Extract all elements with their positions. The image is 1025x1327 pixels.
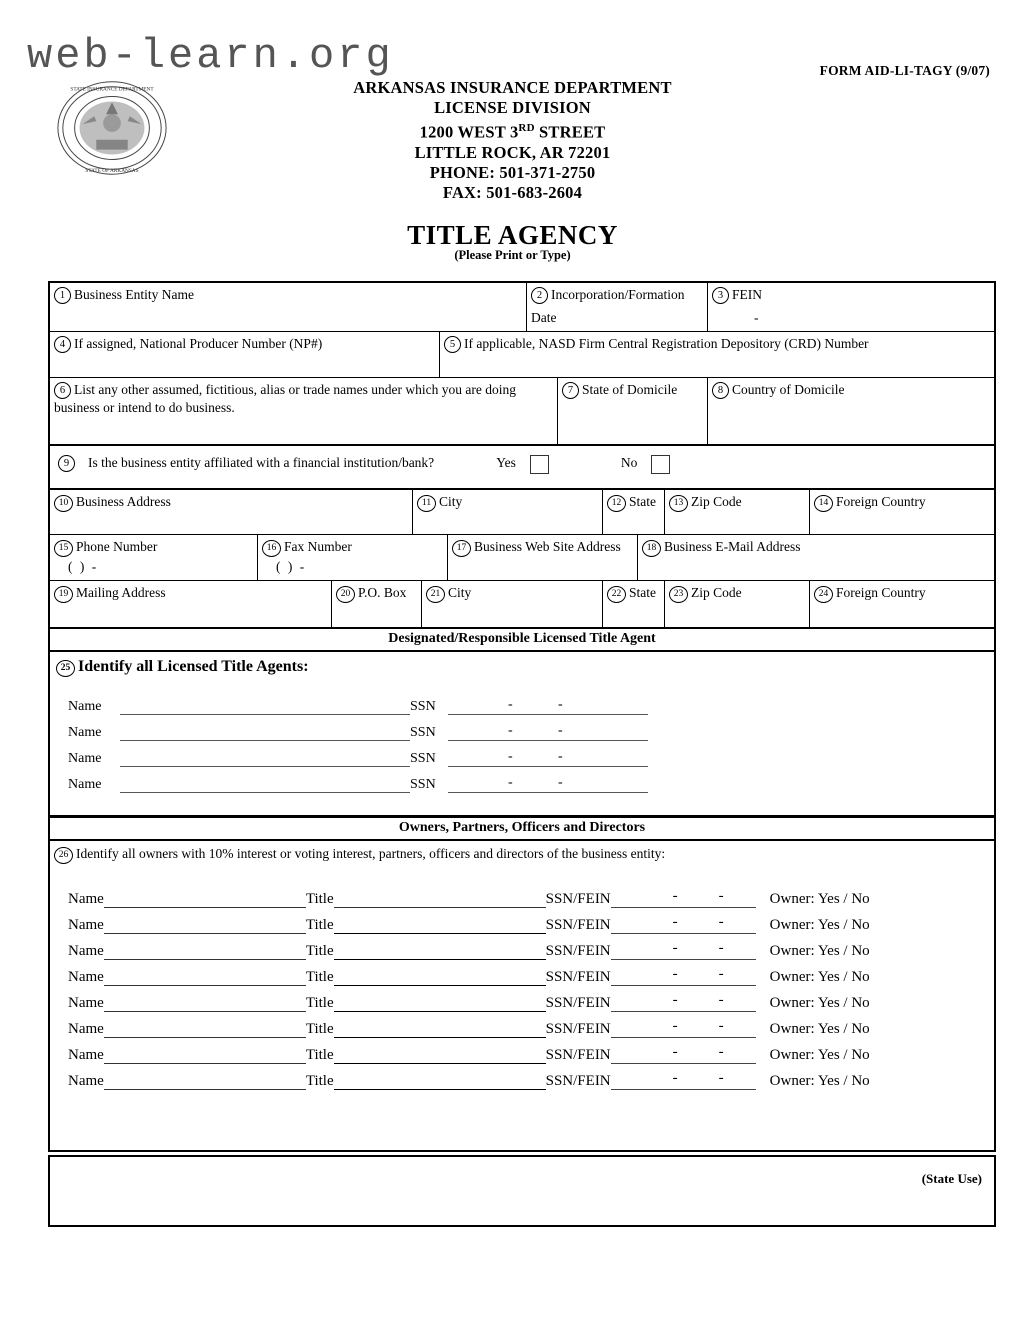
field-state-of-domicile[interactable] (558, 378, 708, 444)
owner-title-input[interactable] (334, 918, 546, 934)
name-label: Name (68, 891, 104, 907)
owner-ssnfein-input[interactable] (611, 888, 756, 908)
field-mailing-city[interactable] (422, 581, 603, 627)
field-label: List any other assumed, fictitious, alias or trade names under which you are doing (74, 382, 517, 397)
field-label: Business Entity Name (74, 287, 194, 302)
owner-title-input[interactable] (334, 944, 546, 960)
owner-row (68, 908, 994, 934)
field-mailing-foreign-country[interactable] (810, 581, 994, 627)
owner-title-input[interactable] (334, 970, 546, 986)
field-country-of-domicile[interactable] (708, 378, 994, 444)
field-assumed-trade-names[interactable] (50, 378, 558, 444)
field-number-11: 11 (417, 495, 436, 512)
owner-rows (50, 866, 994, 1150)
title-label: Title (305, 1021, 334, 1037)
agent-name-input[interactable] (120, 752, 410, 767)
name-label: Name (68, 1073, 104, 1089)
no-checkbox[interactable] (651, 455, 670, 474)
ssnfein-dash-2: - (718, 1044, 724, 1060)
field-number-15: 15 (54, 540, 73, 557)
owner-yesno-label[interactable]: Owner: Yes / No (769, 1073, 870, 1089)
agent-row (68, 767, 994, 793)
ssnfein-label: SSN/FEIN (545, 917, 611, 933)
field-label-2: business or intend to do business. (54, 400, 235, 415)
page-title: TITLE AGENCY (407, 220, 618, 250)
field-label: State (629, 585, 656, 600)
field-number-16: 16 (262, 540, 281, 557)
owner-name-input[interactable] (104, 892, 306, 908)
field-label: State of Domicile (582, 382, 678, 397)
svg-text:STATE INSURANCE DEPARTMENT: STATE INSURANCE DEPARTMENT (70, 86, 154, 93)
ssnfein-label: SSN/FEIN (545, 1047, 611, 1063)
owner-row (68, 934, 994, 960)
field-label: If assigned, National Producer Number (NP#) (74, 336, 323, 351)
field-label: Phone Number (76, 539, 158, 554)
ssn-label: SSN (410, 699, 436, 714)
field-number-14: 14 (814, 495, 833, 512)
field-label: P.O. Box (358, 585, 407, 600)
agent-row (68, 715, 994, 741)
field-business-city[interactable] (413, 490, 603, 534)
field-label: If applicable, NASD Firm Central Registration Depository (CRD) Number (464, 336, 869, 351)
ssnfein-dash-1: - (672, 992, 678, 1008)
section-heading-text: Identify all Licensed Title Agents: (78, 658, 309, 675)
field-label: City (439, 494, 463, 509)
ssnfein-dash-1: - (672, 1044, 678, 1060)
ssnfein-label: SSN/FEIN (545, 995, 611, 1011)
field-label: FEIN (732, 287, 762, 302)
ssn-dash-2: - (558, 723, 563, 738)
no-label: No (620, 455, 638, 470)
header-line-department: ARKANSAS INSURANCE DEPARTMENT (353, 78, 672, 97)
form-row-mailing-address (50, 581, 994, 629)
agent-ssn-input[interactable] (448, 723, 648, 741)
field-number-6: 6 (54, 382, 71, 399)
ssnfein-dash-2: - (718, 1018, 724, 1034)
owner-yesno-label[interactable]: Owner: Yes / No (769, 969, 870, 985)
owner-row (68, 882, 994, 908)
form-row-producer-numbers (50, 332, 994, 378)
ssnfein-dash-1: - (672, 940, 678, 956)
title-label: Title (305, 891, 334, 907)
field-label: Business E-Mail Address (664, 539, 801, 554)
svg-text:STATE OF ARKANSAS: STATE OF ARKANSAS (85, 168, 139, 175)
owner-name-input[interactable] (104, 944, 306, 960)
field-business-state[interactable] (603, 490, 665, 534)
agent-name-input[interactable] (120, 778, 410, 793)
field-business-zip[interactable] (665, 490, 810, 534)
field-label: Fax Number (284, 539, 352, 554)
ssnfein-dash-1: - (672, 914, 678, 930)
field-email-address[interactable] (638, 535, 994, 580)
owner-row (68, 986, 994, 1012)
name-label: Name (68, 1047, 104, 1063)
field-business-foreign-country[interactable] (810, 490, 994, 534)
state-use-label: (State Use) (921, 1171, 982, 1186)
field-phone-number[interactable] (50, 535, 258, 580)
field-label: Incorporation/Formation (551, 287, 685, 302)
agent-row (68, 689, 994, 715)
ssn-dash-1: - (508, 749, 513, 764)
field-national-producer-number[interactable] (50, 332, 440, 377)
fax-mask: ( ) - (276, 559, 307, 574)
field-number-13: 13 (669, 495, 688, 512)
field-fax-number[interactable] (258, 535, 448, 580)
field-business-entity-name[interactable] (50, 283, 527, 331)
owner-row (68, 1012, 994, 1038)
field-label: Business Web Site Address (474, 539, 621, 554)
ssnfein-dash-1: - (672, 966, 678, 982)
field-business-address[interactable] (50, 490, 413, 534)
department-header (0, 78, 1025, 203)
field-label: Is the business entity affiliated with a financial institution/bank? (88, 455, 435, 470)
header-line-city: LITTLE ROCK, AR 72201 (414, 142, 611, 162)
section-heading (50, 652, 994, 681)
owner-title-input[interactable] (334, 1048, 546, 1064)
header-line-street: 1200 WEST 3RD STREET (419, 122, 606, 142)
owner-yesno-label[interactable]: Owner: Yes / No (769, 1047, 870, 1063)
ssn-dash-2: - (558, 749, 563, 764)
name-label: Name (68, 969, 104, 985)
form-row-bank-affiliation (50, 446, 994, 490)
section-note-text: Identify all owners with 10% interest or voting interest, partners, officers and directors of the business entity: (76, 846, 666, 861)
field-number-26: 26 (54, 847, 73, 864)
field-label-date: Date (531, 310, 557, 325)
owner-yesno-label[interactable]: Owner: Yes / No (769, 995, 870, 1011)
name-label: Name (68, 751, 102, 766)
field-label: Business Address (76, 494, 171, 509)
owner-name-input[interactable] (104, 996, 306, 1012)
title-label: Title (305, 1047, 334, 1063)
ssnfein-dash-2: - (718, 1070, 724, 1086)
ssn-dash-2: - (558, 697, 563, 712)
yes-checkbox[interactable] (530, 455, 549, 474)
form-number: FORM AID-LI-TAGY (9/07) (819, 63, 990, 78)
agent-ssn-input[interactable] (448, 749, 648, 767)
field-number-21: 21 (426, 586, 445, 603)
field-mailing-address[interactable] (50, 581, 332, 627)
title-label: Title (305, 969, 334, 985)
owner-row (68, 1064, 994, 1090)
ssnfein-label: SSN/FEIN (545, 969, 611, 985)
section-note (50, 841, 994, 866)
name-label: Name (68, 699, 102, 714)
owner-title-input[interactable] (334, 1074, 546, 1090)
owner-ssnfein-input[interactable] (611, 1018, 756, 1038)
section-licensed-title-agents (50, 652, 994, 817)
owner-title-input[interactable] (334, 996, 546, 1012)
field-number-7: 7 (562, 382, 579, 399)
owner-row (68, 960, 994, 986)
agent-name-input[interactable] (120, 700, 410, 715)
ssnfein-dash-1: - (672, 888, 678, 904)
ssn-label: SSN (410, 751, 436, 766)
fein-dash: - (754, 310, 759, 325)
ssnfein-label: SSN/FEIN (545, 891, 611, 907)
field-number-10: 10 (54, 495, 73, 512)
field-website-address[interactable] (448, 535, 638, 580)
title-label: Title (305, 1073, 334, 1089)
owner-row (68, 1038, 994, 1064)
ssn-dash-1: - (508, 723, 513, 738)
agent-row (68, 741, 994, 767)
ssnfein-dash-2: - (718, 992, 724, 1008)
field-number-12: 12 (607, 495, 626, 512)
field-label: City (448, 585, 472, 600)
owner-name-input[interactable] (104, 1022, 306, 1038)
field-fein[interactable] (708, 283, 994, 331)
header-line-fax: FAX: 501-683-2604 (442, 182, 583, 202)
ssnfein-dash-2: - (718, 940, 724, 956)
ssnfein-label: SSN/FEIN (545, 1021, 611, 1037)
field-number-25: 25 (56, 660, 75, 677)
agent-rows (50, 681, 994, 815)
field-number-18: 18 (642, 540, 661, 557)
ssn-dash-1: - (508, 775, 513, 790)
form-row-business-address (50, 490, 994, 535)
field-label: Foreign Country (836, 585, 926, 600)
field-number-2: 2 (531, 287, 548, 304)
ssnfein-dash-1: - (672, 1070, 678, 1086)
field-number-17: 17 (452, 540, 471, 557)
field-po-box[interactable] (332, 581, 422, 627)
owner-title-input[interactable] (334, 892, 546, 908)
title-label: Title (305, 917, 334, 933)
ssn-dash-2: - (558, 775, 563, 790)
field-crd-number[interactable] (440, 332, 994, 377)
ssn-label: SSN (410, 725, 436, 740)
field-label: Country of Domicile (732, 382, 845, 397)
field-number-23: 23 (669, 586, 688, 603)
form-row-contact (50, 535, 994, 581)
field-incorporation-formation-date[interactable] (527, 283, 708, 331)
field-label: Zip Code (691, 585, 742, 600)
field-number-24: 24 (814, 586, 833, 603)
field-label: Foreign Country (836, 494, 926, 509)
owner-ssnfein-input[interactable] (611, 940, 756, 960)
owner-name-input[interactable] (104, 1074, 306, 1090)
section-owners-partners (50, 841, 994, 1152)
name-label: Name (68, 1021, 104, 1037)
owner-title-input[interactable] (334, 1022, 546, 1038)
form-table (48, 281, 996, 1152)
field-label: Mailing Address (76, 585, 166, 600)
field-mailing-state[interactable] (603, 581, 665, 627)
field-number-3: 3 (712, 287, 729, 304)
owner-yesno-label[interactable]: Owner: Yes / No (769, 943, 870, 959)
field-number-8: 8 (712, 382, 729, 399)
ssnfein-dash-1: - (672, 1018, 678, 1034)
agent-ssn-input[interactable] (448, 697, 648, 715)
title-label: Title (305, 943, 334, 959)
name-label: Name (68, 725, 102, 740)
form-row-trade-names (50, 378, 994, 446)
section-banner-owners: Owners, Partners, Officers and Directors (50, 817, 994, 841)
agent-name-input[interactable] (120, 726, 410, 741)
watermark-text: web-learn.org (27, 32, 394, 80)
owner-yesno-label[interactable]: Owner: Yes / No (769, 1021, 870, 1037)
field-number-1: 1 (54, 287, 71, 304)
name-label: Name (68, 995, 104, 1011)
field-number-5: 5 (444, 336, 461, 353)
field-label: Zip Code (691, 494, 742, 509)
owner-ssnfein-input[interactable] (611, 966, 756, 986)
header-line-phone: PHONE: 501-371-2750 (429, 162, 596, 182)
owner-ssnfein-input[interactable] (611, 914, 756, 934)
owner-yesno-label[interactable]: Owner: Yes / No (769, 891, 870, 907)
page-subtitle: (Please Print or Type) (454, 248, 571, 262)
owner-name-input[interactable] (104, 970, 306, 986)
name-label: Name (68, 943, 104, 959)
ssnfein-dash-2: - (718, 888, 724, 904)
ssn-dash-1: - (508, 697, 513, 712)
owner-ssnfein-input[interactable] (611, 1070, 756, 1090)
owner-yesno-label[interactable]: Owner: Yes / No (769, 917, 870, 933)
ssnfein-label: SSN/FEIN (545, 1073, 611, 1089)
agent-ssn-input[interactable] (448, 775, 648, 793)
owner-name-input[interactable] (104, 1048, 306, 1064)
phone-mask: ( ) - (68, 559, 99, 574)
field-number-22: 22 (607, 586, 626, 603)
field-number-20: 20 (336, 586, 355, 603)
form-row-entity (50, 283, 994, 332)
name-label: Name (68, 777, 102, 792)
ssn-label: SSN (410, 777, 436, 792)
header-line-division: LICENSE DIVISION (434, 98, 591, 117)
section-banner-designated-agent: Designated/Responsible Licensed Title Agent (50, 629, 994, 652)
owner-name-input[interactable] (104, 918, 306, 934)
field-number-4: 4 (54, 336, 71, 353)
ssnfein-dash-2: - (718, 966, 724, 982)
field-number-19: 19 (54, 586, 73, 603)
yes-label: Yes (496, 455, 516, 470)
field-bank-affiliation (50, 446, 994, 488)
ssnfein-label: SSN/FEIN (545, 943, 611, 959)
owner-ssnfein-input[interactable] (611, 992, 756, 1012)
field-mailing-zip[interactable] (665, 581, 810, 627)
owner-ssnfein-input[interactable] (611, 1044, 756, 1064)
name-label: Name (68, 917, 104, 933)
field-label: State (629, 494, 656, 509)
state-use-box[interactable] (48, 1155, 996, 1227)
title-label: Title (305, 995, 334, 1011)
ssnfein-dash-2: - (718, 914, 724, 930)
field-number-9: 9 (58, 455, 75, 472)
